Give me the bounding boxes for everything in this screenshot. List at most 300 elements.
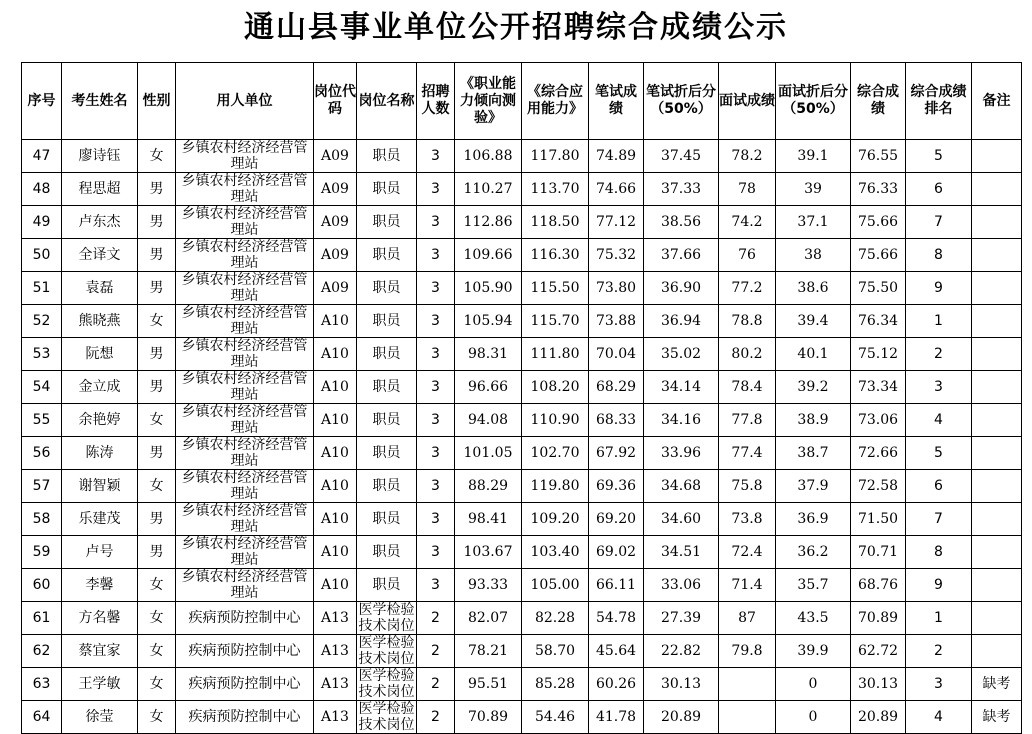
- cell-aptitude-test: 96.66: [455, 371, 522, 404]
- cell-applied-ability: 58.70: [522, 635, 589, 668]
- cell-interview-score: 87: [719, 602, 776, 635]
- cell-remarks: 缺考: [972, 701, 1022, 734]
- cell-aptitude-test: 105.90: [455, 272, 522, 305]
- cell-written-score: 68.29: [589, 371, 644, 404]
- table-row: [22, 602, 1022, 635]
- cell-remarks: [972, 206, 1022, 239]
- cell-interview-weighted: 39.4: [776, 305, 851, 338]
- cell-total-score: 75.12: [851, 338, 906, 371]
- cell-aptitude-test: 101.05: [455, 437, 522, 470]
- cell-hiring-count: 3: [417, 503, 455, 536]
- cell-hiring-count: 3: [417, 437, 455, 470]
- cell-total-score: 20.89: [851, 701, 906, 734]
- cell-applied-ability: 103.40: [522, 536, 589, 569]
- table-row: [22, 173, 1022, 206]
- cell-remarks: [972, 602, 1022, 635]
- cell-interview-score: 75.8: [719, 470, 776, 503]
- cell-hiring-count: 3: [417, 206, 455, 239]
- table-row: [22, 140, 1022, 173]
- cell-employer: 乡镇农村经济经营管理站: [176, 503, 314, 536]
- cell-aptitude-test: 78.21: [455, 635, 522, 668]
- cell-name: 熊晓燕: [62, 305, 138, 338]
- table-row: [22, 503, 1022, 536]
- cell-aptitude-test: 103.67: [455, 536, 522, 569]
- cell-aptitude-test: 105.94: [455, 305, 522, 338]
- cell-hiring-count: 2: [417, 701, 455, 734]
- cell-gender: 女: [138, 470, 176, 503]
- cell-employer: 乡镇农村经济经营管理站: [176, 338, 314, 371]
- cell-written-score: 73.88: [589, 305, 644, 338]
- cell-written-score: 74.66: [589, 173, 644, 206]
- page-title: 通山县事业单位公开招聘综合成绩公示: [244, 10, 788, 45]
- cell-employer: 疾病预防控制中心: [176, 668, 314, 701]
- cell-interview-weighted: 39.1: [776, 140, 851, 173]
- cell-applied-ability: 116.30: [522, 239, 589, 272]
- cell-employer: 乡镇农村经济经营管理站: [176, 239, 314, 272]
- cell-remarks: [972, 371, 1022, 404]
- cell-remarks: [972, 569, 1022, 602]
- cell-gender: 男: [138, 437, 176, 470]
- header-aptitude-test: 《职业能力倾向测验》: [455, 63, 522, 140]
- header-total-rank: 综合成绩排名: [906, 63, 972, 140]
- table-row: [22, 701, 1022, 734]
- cell-aptitude-test: 110.27: [455, 173, 522, 206]
- table-body: [22, 140, 1022, 734]
- cell-aptitude-test: 106.88: [455, 140, 522, 173]
- cell-position-name: 职员: [357, 536, 417, 569]
- header-position-code: 岗位代码: [314, 63, 357, 140]
- cell-gender: 男: [138, 536, 176, 569]
- cell-position-code: A10: [314, 305, 357, 338]
- cell-remarks: [972, 338, 1022, 371]
- cell-seq: 56: [22, 437, 62, 470]
- cell-total-rank: 1: [906, 602, 972, 635]
- cell-remarks: [972, 470, 1022, 503]
- cell-interview-weighted: 37.9: [776, 470, 851, 503]
- cell-position-code: A10: [314, 371, 357, 404]
- cell-seq: 62: [22, 635, 62, 668]
- header-employer: 用人单位: [176, 63, 314, 140]
- cell-hiring-count: 3: [417, 140, 455, 173]
- cell-total-rank: 7: [906, 503, 972, 536]
- cell-gender: 女: [138, 140, 176, 173]
- cell-applied-ability: 85.28: [522, 668, 589, 701]
- cell-written-weighted: 37.33: [644, 173, 719, 206]
- cell-interview-score: 74.2: [719, 206, 776, 239]
- header-row: [22, 63, 1022, 140]
- cell-hiring-count: 3: [417, 338, 455, 371]
- cell-written-weighted: 33.96: [644, 437, 719, 470]
- cell-applied-ability: 113.70: [522, 173, 589, 206]
- cell-applied-ability: 102.70: [522, 437, 589, 470]
- cell-position-name: 医学检验技术岗位: [358, 668, 415, 700]
- cell-remarks: [972, 239, 1022, 272]
- cell-seq: 64: [22, 701, 62, 734]
- cell-total-rank: 4: [906, 701, 972, 734]
- header-seq: 序号: [22, 63, 62, 140]
- cell-remarks: 缺考: [972, 668, 1022, 701]
- header-interview-score: 面试成绩: [719, 63, 776, 140]
- cell-written-score: 41.78: [589, 701, 644, 734]
- cell-aptitude-test: 98.31: [455, 338, 522, 371]
- header-total-score: 综合成绩: [851, 63, 906, 140]
- cell-total-rank: 8: [906, 536, 972, 569]
- cell-gender: 男: [138, 239, 176, 272]
- cell-position-code: A13: [314, 701, 357, 734]
- cell-total-score: 68.76: [851, 569, 906, 602]
- cell-written-weighted: 34.68: [644, 470, 719, 503]
- cell-interview-weighted: 40.1: [776, 338, 851, 371]
- cell-hiring-count: 3: [417, 239, 455, 272]
- cell-total-rank: 8: [906, 239, 972, 272]
- table-row: [22, 206, 1022, 239]
- cell-hiring-count: 3: [417, 536, 455, 569]
- cell-total-rank: 9: [906, 569, 972, 602]
- cell-interview-weighted: 38: [776, 239, 851, 272]
- cell-hiring-count: 2: [417, 668, 455, 701]
- cell-seq: 59: [22, 536, 62, 569]
- cell-total-rank: 1: [906, 305, 972, 338]
- cell-written-score: 74.89: [589, 140, 644, 173]
- cell-total-rank: 3: [906, 668, 972, 701]
- table-row: [22, 239, 1022, 272]
- cell-aptitude-test: 88.29: [455, 470, 522, 503]
- cell-interview-score: 78.2: [719, 140, 776, 173]
- header-interview-weighted: 面试折后分（50%）: [776, 63, 851, 140]
- cell-total-score: 71.50: [851, 503, 906, 536]
- cell-position-code: A10: [314, 338, 357, 371]
- cell-employer: 乡镇农村经济经营管理站: [176, 140, 314, 173]
- cell-seq: 54: [22, 371, 62, 404]
- cell-seq: 61: [22, 602, 62, 635]
- cell-position-code: A13: [314, 635, 357, 668]
- cell-gender: 男: [138, 371, 176, 404]
- cell-written-weighted: 30.13: [644, 668, 719, 701]
- cell-total-rank: 3: [906, 371, 972, 404]
- header-name: 考生姓名: [62, 63, 138, 140]
- cell-seq: 52: [22, 305, 62, 338]
- cell-position-name: 职员: [357, 239, 417, 272]
- cell-employer: 乡镇农村经济经营管理站: [176, 470, 314, 503]
- cell-hiring-count: 2: [417, 635, 455, 668]
- cell-written-score: 68.33: [589, 404, 644, 437]
- cell-employer: 乡镇农村经济经营管理站: [176, 536, 314, 569]
- cell-written-weighted: 22.82: [644, 635, 719, 668]
- cell-name: 乐建茂: [62, 503, 138, 536]
- cell-total-rank: 5: [906, 437, 972, 470]
- cell-hiring-count: 3: [417, 173, 455, 206]
- cell-name: 卢号: [62, 536, 138, 569]
- cell-written-weighted: 20.89: [644, 701, 719, 734]
- cell-position-name: 职员: [357, 569, 417, 602]
- cell-total-score: 73.06: [851, 404, 906, 437]
- cell-remarks: [972, 272, 1022, 305]
- cell-hiring-count: 3: [417, 305, 455, 338]
- cell-aptitude-test: 109.66: [455, 239, 522, 272]
- cell-applied-ability: 115.70: [522, 305, 589, 338]
- cell-interview-weighted: 43.5: [776, 602, 851, 635]
- cell-written-score: 75.32: [589, 239, 644, 272]
- cell-name: 金立成: [62, 371, 138, 404]
- table-row: [22, 536, 1022, 569]
- cell-total-score: 70.89: [851, 602, 906, 635]
- cell-position-code: A10: [314, 503, 357, 536]
- cell-position-name: 职员: [357, 338, 417, 371]
- cell-applied-ability: 82.28: [522, 602, 589, 635]
- cell-hiring-count: 3: [417, 272, 455, 305]
- cell-applied-ability: 119.80: [522, 470, 589, 503]
- cell-applied-ability: 118.50: [522, 206, 589, 239]
- cell-name: 卢东杰: [62, 206, 138, 239]
- cell-total-score: 76.33: [851, 173, 906, 206]
- cell-interview-weighted: 0: [776, 701, 851, 734]
- cell-interview-score: 79.8: [719, 635, 776, 668]
- cell-seq: 63: [22, 668, 62, 701]
- cell-position-name: 职员: [357, 305, 417, 338]
- cell-name: 谢智颖: [62, 470, 138, 503]
- cell-name: 蔡宜家: [62, 635, 138, 668]
- cell-employer: 乡镇农村经济经营管理站: [176, 404, 314, 437]
- cell-written-weighted: 36.94: [644, 305, 719, 338]
- cell-aptitude-test: 94.08: [455, 404, 522, 437]
- cell-seq: 50: [22, 239, 62, 272]
- cell-total-score: 76.55: [851, 140, 906, 173]
- cell-seq: 53: [22, 338, 62, 371]
- cell-written-score: 66.11: [589, 569, 644, 602]
- header-written-score: 笔试成绩: [589, 63, 644, 140]
- cell-employer: 乡镇农村经济经营管理站: [176, 206, 314, 239]
- cell-total-rank: 6: [906, 470, 972, 503]
- cell-gender: 女: [138, 569, 176, 602]
- cell-name: 王学敏: [62, 668, 138, 701]
- cell-total-rank: 2: [906, 338, 972, 371]
- cell-seq: 60: [22, 569, 62, 602]
- table-row: [22, 569, 1022, 602]
- cell-position-name: 职员: [357, 404, 417, 437]
- cell-position-code: A09: [314, 272, 357, 305]
- cell-written-weighted: 36.90: [644, 272, 719, 305]
- table-row: [22, 635, 1022, 668]
- cell-aptitude-test: 70.89: [455, 701, 522, 734]
- cell-employer: 乡镇农村经济经营管理站: [176, 569, 314, 602]
- cell-employer: 乡镇农村经济经营管理站: [176, 272, 314, 305]
- cell-employer: 疾病预防控制中心: [176, 635, 314, 668]
- cell-aptitude-test: 82.07: [455, 602, 522, 635]
- header-position-name: 岗位名称: [357, 63, 417, 140]
- cell-applied-ability: 115.50: [522, 272, 589, 305]
- cell-employer: 疾病预防控制中心: [176, 602, 314, 635]
- cell-interview-score: 77.8: [719, 404, 776, 437]
- cell-written-weighted: 34.60: [644, 503, 719, 536]
- cell-position-name: 职员: [357, 140, 417, 173]
- cell-interview-score: 71.4: [719, 569, 776, 602]
- cell-seq: 49: [22, 206, 62, 239]
- cell-hiring-count: 2: [417, 602, 455, 635]
- cell-interview-score: 73.8: [719, 503, 776, 536]
- cell-total-score: 75.50: [851, 272, 906, 305]
- table-row: [22, 305, 1022, 338]
- cell-interview-weighted: 36.2: [776, 536, 851, 569]
- cell-name: 袁磊: [62, 272, 138, 305]
- cell-interview-weighted: 38.6: [776, 272, 851, 305]
- cell-written-weighted: 37.45: [644, 140, 719, 173]
- cell-interview-weighted: 39: [776, 173, 851, 206]
- cell-employer: 乡镇农村经济经营管理站: [176, 371, 314, 404]
- cell-written-score: 70.04: [589, 338, 644, 371]
- cell-remarks: [972, 503, 1022, 536]
- cell-employer: 疾病预防控制中心: [176, 701, 314, 734]
- cell-interview-score: [719, 668, 776, 701]
- cell-remarks: [972, 536, 1022, 569]
- cell-interview-score: 78.4: [719, 371, 776, 404]
- cell-written-weighted: 34.51: [644, 536, 719, 569]
- cell-gender: 女: [138, 668, 176, 701]
- cell-aptitude-test: 93.33: [455, 569, 522, 602]
- cell-gender: 女: [138, 602, 176, 635]
- cell-name: 余艳婷: [62, 404, 138, 437]
- cell-interview-score: 72.4: [719, 536, 776, 569]
- cell-applied-ability: 108.20: [522, 371, 589, 404]
- cell-interview-weighted: 37.1: [776, 206, 851, 239]
- cell-aptitude-test: 95.51: [455, 668, 522, 701]
- cell-applied-ability: 54.46: [522, 701, 589, 734]
- cell-interview-score: [719, 701, 776, 734]
- cell-seq: 51: [22, 272, 62, 305]
- cell-gender: 男: [138, 173, 176, 206]
- header-remarks: 备注: [972, 63, 1022, 140]
- cell-total-rank: 2: [906, 635, 972, 668]
- cell-interview-weighted: 39.9: [776, 635, 851, 668]
- cell-applied-ability: 105.00: [522, 569, 589, 602]
- cell-position-code: A10: [314, 437, 357, 470]
- cell-written-score: 69.36: [589, 470, 644, 503]
- cell-position-name: 职员: [357, 371, 417, 404]
- cell-total-score: 30.13: [851, 668, 906, 701]
- cell-written-score: 60.26: [589, 668, 644, 701]
- cell-interview-score: 78: [719, 173, 776, 206]
- table-row: [22, 668, 1022, 701]
- cell-interview-score: 77.2: [719, 272, 776, 305]
- cell-interview-weighted: 38.9: [776, 404, 851, 437]
- cell-gender: 男: [138, 503, 176, 536]
- cell-hiring-count: 3: [417, 470, 455, 503]
- cell-seq: 58: [22, 503, 62, 536]
- cell-total-score: 73.34: [851, 371, 906, 404]
- cell-total-score: 75.66: [851, 206, 906, 239]
- cell-written-score: 77.12: [589, 206, 644, 239]
- cell-gender: 男: [138, 272, 176, 305]
- cell-written-weighted: 35.02: [644, 338, 719, 371]
- cell-total-score: 76.34: [851, 305, 906, 338]
- cell-written-score: 54.78: [589, 602, 644, 635]
- cell-name: 方名馨: [62, 602, 138, 635]
- cell-total-rank: 4: [906, 404, 972, 437]
- cell-remarks: [972, 437, 1022, 470]
- cell-employer: 乡镇农村经济经营管理站: [176, 437, 314, 470]
- cell-position-code: A10: [314, 470, 357, 503]
- cell-remarks: [972, 173, 1022, 206]
- cell-seq: 55: [22, 404, 62, 437]
- cell-gender: 女: [138, 701, 176, 734]
- cell-employer: 乡镇农村经济经营管理站: [176, 173, 314, 206]
- cell-interview-weighted: 36.9: [776, 503, 851, 536]
- table-row: [22, 371, 1022, 404]
- cell-position-name: 医学检验技术岗位: [358, 701, 415, 733]
- table-header: [22, 63, 1022, 140]
- cell-written-score: 45.64: [589, 635, 644, 668]
- cell-aptitude-test: 112.86: [455, 206, 522, 239]
- cell-written-score: 73.80: [589, 272, 644, 305]
- cell-written-score: 67.92: [589, 437, 644, 470]
- cell-applied-ability: 111.80: [522, 338, 589, 371]
- cell-seq: 57: [22, 470, 62, 503]
- cell-written-score: 69.02: [589, 536, 644, 569]
- cell-position-name: 职员: [357, 173, 417, 206]
- cell-name: 李馨: [62, 569, 138, 602]
- table-row: [22, 437, 1022, 470]
- cell-total-score: 72.58: [851, 470, 906, 503]
- cell-interview-score: 77.4: [719, 437, 776, 470]
- cell-position-code: A13: [314, 602, 357, 635]
- cell-interview-score: 80.2: [719, 338, 776, 371]
- header-applied-ability: 《综合应用能力》: [522, 63, 589, 140]
- cell-total-rank: 7: [906, 206, 972, 239]
- cell-position-name: 职员: [357, 437, 417, 470]
- cell-name: 廖诗钰: [62, 140, 138, 173]
- cell-position-code: A09: [314, 206, 357, 239]
- header-written-weighted: 笔试折后分（50%）: [644, 63, 719, 140]
- cell-gender: 男: [138, 206, 176, 239]
- cell-gender: 女: [138, 635, 176, 668]
- cell-hiring-count: 3: [417, 569, 455, 602]
- cell-interview-weighted: 0: [776, 668, 851, 701]
- cell-position-code: A10: [314, 569, 357, 602]
- table-row: [22, 404, 1022, 437]
- cell-seq: 47: [22, 140, 62, 173]
- cell-interview-score: 76: [719, 239, 776, 272]
- cell-gender: 男: [138, 338, 176, 371]
- cell-written-weighted: 34.16: [644, 404, 719, 437]
- cell-total-score: 75.66: [851, 239, 906, 272]
- cell-position-name: 职员: [357, 272, 417, 305]
- cell-total-score: 72.66: [851, 437, 906, 470]
- cell-employer: 乡镇农村经济经营管理站: [176, 305, 314, 338]
- cell-position-name: 职员: [357, 206, 417, 239]
- cell-written-weighted: 38.56: [644, 206, 719, 239]
- cell-gender: 女: [138, 404, 176, 437]
- cell-written-weighted: 33.06: [644, 569, 719, 602]
- cell-position-name: 医学检验技术岗位: [358, 602, 415, 634]
- cell-hiring-count: 3: [417, 404, 455, 437]
- cell-position-code: A09: [314, 140, 357, 173]
- cell-total-rank: 5: [906, 140, 972, 173]
- cell-interview-weighted: 39.2: [776, 371, 851, 404]
- cell-position-code: A10: [314, 536, 357, 569]
- cell-total-rank: 6: [906, 173, 972, 206]
- cell-total-score: 70.71: [851, 536, 906, 569]
- cell-remarks: [972, 140, 1022, 173]
- cell-written-score: 69.20: [589, 503, 644, 536]
- cell-applied-ability: 110.90: [522, 404, 589, 437]
- cell-interview-score: 78.8: [719, 305, 776, 338]
- cell-written-weighted: 34.14: [644, 371, 719, 404]
- cell-gender: 女: [138, 305, 176, 338]
- cell-position-code: A13: [314, 668, 357, 701]
- cell-applied-ability: 117.80: [522, 140, 589, 173]
- table-row: [22, 272, 1022, 305]
- cell-interview-weighted: 35.7: [776, 569, 851, 602]
- cell-position-name: 职员: [357, 470, 417, 503]
